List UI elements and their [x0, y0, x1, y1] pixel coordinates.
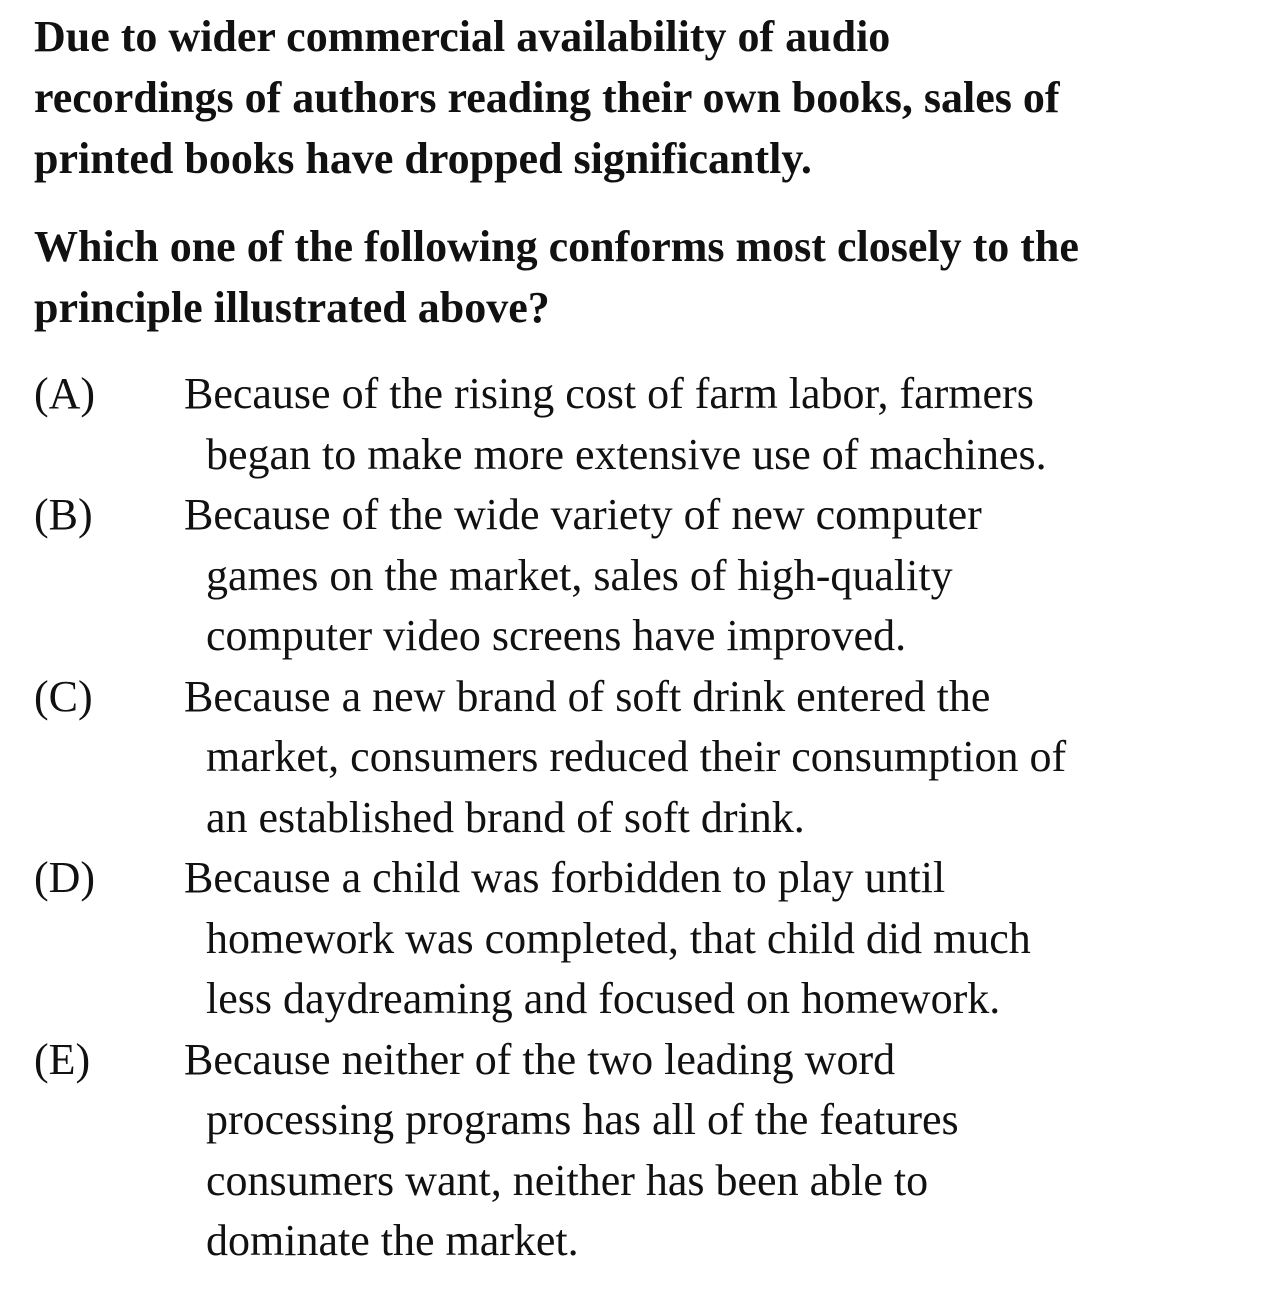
- choice-letter: (C): [34, 671, 93, 721]
- stimulus-passage: [34, 6, 1264, 189]
- choice-line: Because of the rising cost of farm labor, farmers: [184, 369, 1034, 418]
- choice-line: Because neither of the two leading word: [184, 1034, 896, 1084]
- choice-line: consumers want, neither has been able to: [206, 1155, 929, 1205]
- choice-e[interactable]: [34, 1030, 1264, 1272]
- choice-line: dominate the market.: [206, 1216, 579, 1265]
- stimulus-line: recordings of authors reading their own books, sales of: [34, 73, 1060, 122]
- stimulus-line: Due to wider commercial availability of audio: [34, 12, 891, 61]
- choice-line: homework was completed, that child did much: [206, 913, 1031, 963]
- choice-text: [184, 667, 1264, 849]
- choice-d[interactable]: [34, 848, 1264, 1030]
- choice-line: games on the market, sales of high-quality: [206, 550, 953, 600]
- choice-b[interactable]: [34, 485, 1264, 667]
- choice-text: [184, 1030, 1264, 1272]
- choice-letter: (B): [34, 490, 93, 539]
- choice-text: [184, 485, 1264, 667]
- choice-c[interactable]: [34, 667, 1264, 849]
- choice-text: [184, 364, 1264, 485]
- stimulus-line: printed books have dropped significantly.: [34, 134, 812, 183]
- choice-line: an established brand of soft drink.: [206, 792, 805, 842]
- answer-choices: [34, 364, 1264, 1272]
- choice-a[interactable]: [34, 364, 1264, 485]
- choice-line: Because of the wide variety of new computer: [184, 490, 982, 539]
- question-line: Which one of the following conforms most closely to the: [34, 222, 1079, 271]
- choice-line: processing programs has all of the features: [206, 1095, 959, 1144]
- question-stem: [34, 216, 1264, 338]
- choice-letter: (E): [34, 1034, 91, 1084]
- choice-line: Because a child was forbidden to play until: [184, 853, 946, 902]
- question-line: principle illustrated above?: [34, 283, 550, 332]
- choice-letter: (A): [34, 369, 96, 418]
- choice-line: Because a new brand of soft drink entered the: [184, 671, 991, 721]
- choice-line: began to make more extensive use of machines.: [206, 429, 1047, 479]
- choice-text: [184, 848, 1264, 1030]
- choice-line: computer video screens have improved.: [206, 611, 907, 660]
- choice-letter: (D): [34, 853, 96, 902]
- choice-line: less daydreaming and focused on homework.: [206, 974, 1001, 1023]
- choice-line: market, consumers reduced their consumption of: [206, 732, 1067, 781]
